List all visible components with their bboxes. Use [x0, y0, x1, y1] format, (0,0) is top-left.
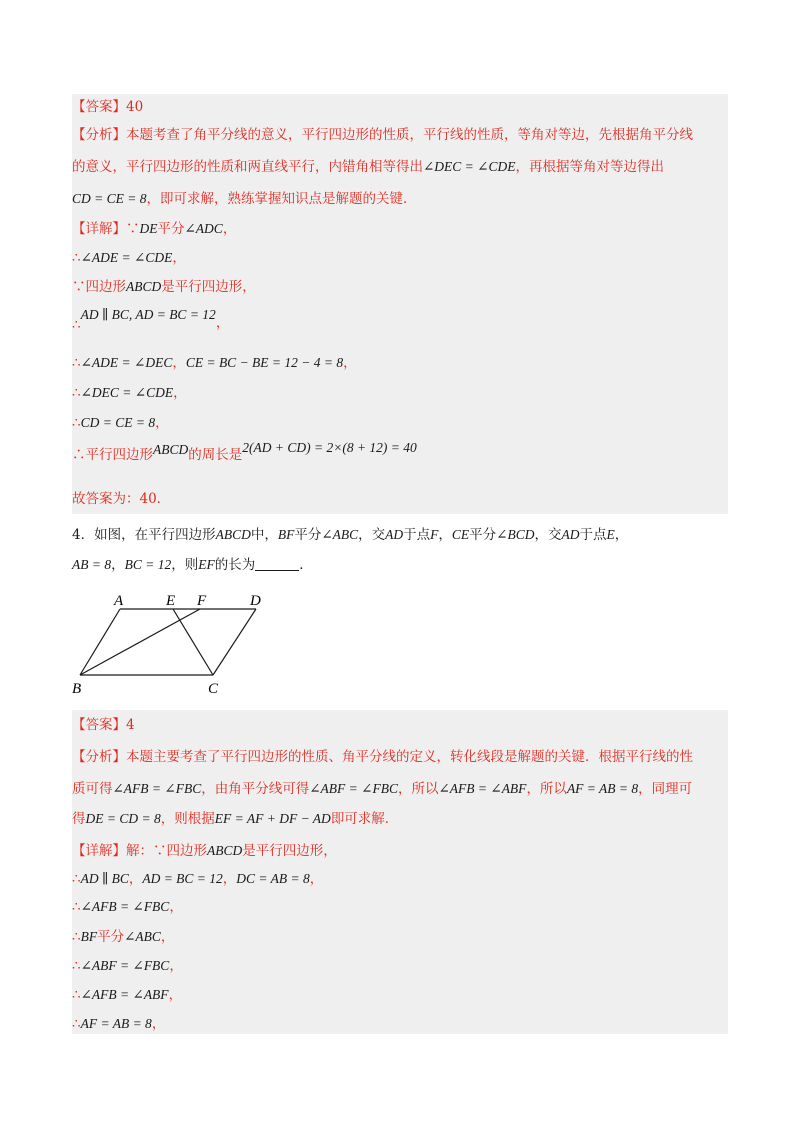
analysis-q4-line-3: 得DE = CD = 8，则根据EF = AF + DF − AD即可求解．: [72, 811, 399, 827]
detail-line-5: ∴∠ADE = ∠DEC，CE = BC − BE = 12 − 4 = 8，: [72, 355, 357, 371]
detail-q4-line-4: ∴BF平分∠ABC，: [72, 929, 175, 945]
question-4-line-2: AB = 8，BC = 12，则EF的长为 ．: [72, 557, 313, 573]
analysis-q4-line-1: 【分析】本题主要考查了平行四边形的性质、角平分线的定义，转化线段是解题的关键．根据平行线的性: [72, 749, 693, 765]
detail-q4-line-6: ∴∠AFB = ∠ABF，: [72, 987, 183, 1003]
detail-line-6: ∴∠DEC = ∠CDE，: [72, 385, 187, 401]
label-B: B: [72, 681, 82, 697]
detail-q4-line-2: ∴AD ∥ BC，AD = BC = 12，DC = AB = 8，: [72, 871, 324, 887]
question-4-line-1: 4．如图，在平行四边形ABCD中，BF平分∠ABC，交AD于点F，CE平分∠BCD，交AD于点E，: [72, 527, 629, 543]
answer-line-q4: 【答案】4: [72, 717, 135, 733]
final-answer-line: 故答案为：40．: [72, 491, 171, 507]
segment-AB: [80, 609, 120, 675]
segment-CE: [173, 609, 213, 675]
detail-q4-line-5: ∴∠ABF = ∠FBC，: [72, 958, 183, 974]
detail-q4-line-1: 【详解】解：∵四边形ABCD是平行四边形，: [72, 843, 337, 859]
analysis-line-3: CD = CE = 8，即可求解，熟练掌握知识点是解题的关键．: [72, 191, 417, 207]
segment-DC: [213, 609, 256, 675]
detail-line-3: ∵四边形ABCD是平行四边形，: [72, 279, 256, 295]
answer-line: 【答案】40: [72, 99, 144, 115]
detail-line-1: 【详解】∵DE平分∠ADC，: [72, 221, 237, 237]
detail-line-7: ∴CD = CE = 8，: [72, 415, 169, 431]
segment-BF: [80, 609, 200, 675]
detail-line-2: ∴∠ADE = ∠CDE，: [72, 250, 186, 266]
analysis-line-1: 【分析】本题考查了角平分线的意义，平行四边形的性质，平行线的性质，等角对等边，先根据角平分线: [72, 127, 693, 143]
detail-line-4: ∴AD ∥ BC, AD = BC = 12，: [72, 307, 230, 333]
analysis-line-2: 的意义，平行四边形的性质和两直线平行，内错角相等得出∠DEC = ∠CDE，再根据等角对等边得出: [72, 159, 664, 175]
detail-q4-line-7: ∴AF = AB = 8，: [72, 1016, 166, 1032]
answer-blank: [255, 557, 299, 571]
label-D: D: [250, 593, 261, 609]
label-F: F: [197, 593, 207, 609]
analysis-q4-line-2: 质可得∠AFB = ∠FBC，由角平分线可得∠ABF = ∠FBC，所以∠AFB = ∠ABF，所以AF = AB = 8，同理可: [72, 781, 693, 797]
detail-line-8: ∴平行四边形ABCD的周长是2(AD + CD) = 2×(8 + 12) = 40: [72, 440, 417, 463]
label-C: C: [208, 681, 219, 697]
label-A: A: [114, 593, 124, 609]
parallelogram-figure: [60, 585, 280, 700]
label-E: E: [166, 593, 176, 609]
detail-q4-line-3: ∴∠AFB = ∠FBC，: [72, 899, 183, 915]
